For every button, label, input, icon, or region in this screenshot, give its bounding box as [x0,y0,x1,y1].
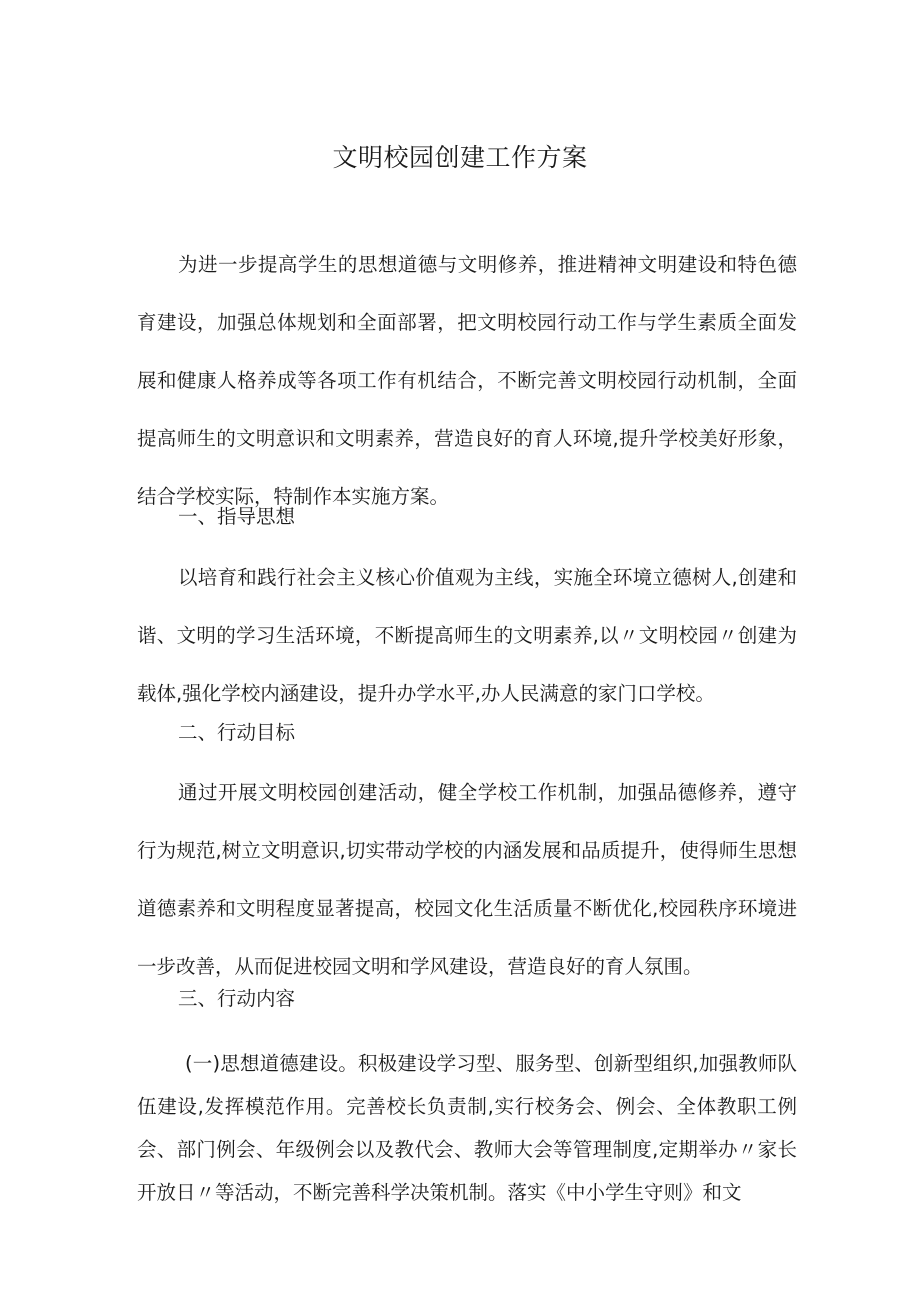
section-body-action-content: (一)思想道德建设。积极建设学习型、服务型、创新型组织,加强教师队伍建设,发挥模范作用。完善校长负责制,实行校务会、例会、全体教职工例会、部门例会、年级例会以及教代会、教师大会等管理制度,定期举办〃家长开放日〃等活动，不断完善科学决策机制。落实《中小学生守则》和文 [137,1052,797,1204]
section-body-guiding-thought: 以培育和践行社会主义核心价值观为主线，实施全环境立德树人,创建和谐、文明的学习生活环境，不断提高师生的文明素养,以〃文明校园〃创建为载体,强化学校内涵建设，提升办学水平,办人民满意的家门口学校。 [137,566,797,705]
section-heading-action-content: 三、行动内容 [178,987,296,1010]
document-title: 文明校园创建工作方案 [332,143,588,172]
section-body-action-goals: 通过开展文明校园创建活动，健全学校工作机制，加强品德修养，遵守行为规范,树立文明意识,切实带动学校的内涵发展和品质提升，使得师生思想道德素养和文明程度显著提高，校园文化生活质量不断优化,校园秩序环境进一步改善，从而促进校园文明和学风建设，营造良好的育人氛围。 [137,781,797,978]
section-heading-guiding-thought: 一、指导思想 [178,505,296,528]
intro-paragraph: 为进一步提高学生的思想道德与文明修养，推进精神文明建设和特色德育建设，加强总体规划和全面部署，把文明校园行动工作与学生素质全面发展和健康人格养成等各项工作有机结合，不断完善文明校园行动机制，全面提高师生的文明意识和文明素养，营造良好的育人环境,提升学校美好形象，结合学校实际，特制作本实施方案。 [137,253,797,508]
section-heading-action-goals: 二、行动目标 [178,721,296,744]
